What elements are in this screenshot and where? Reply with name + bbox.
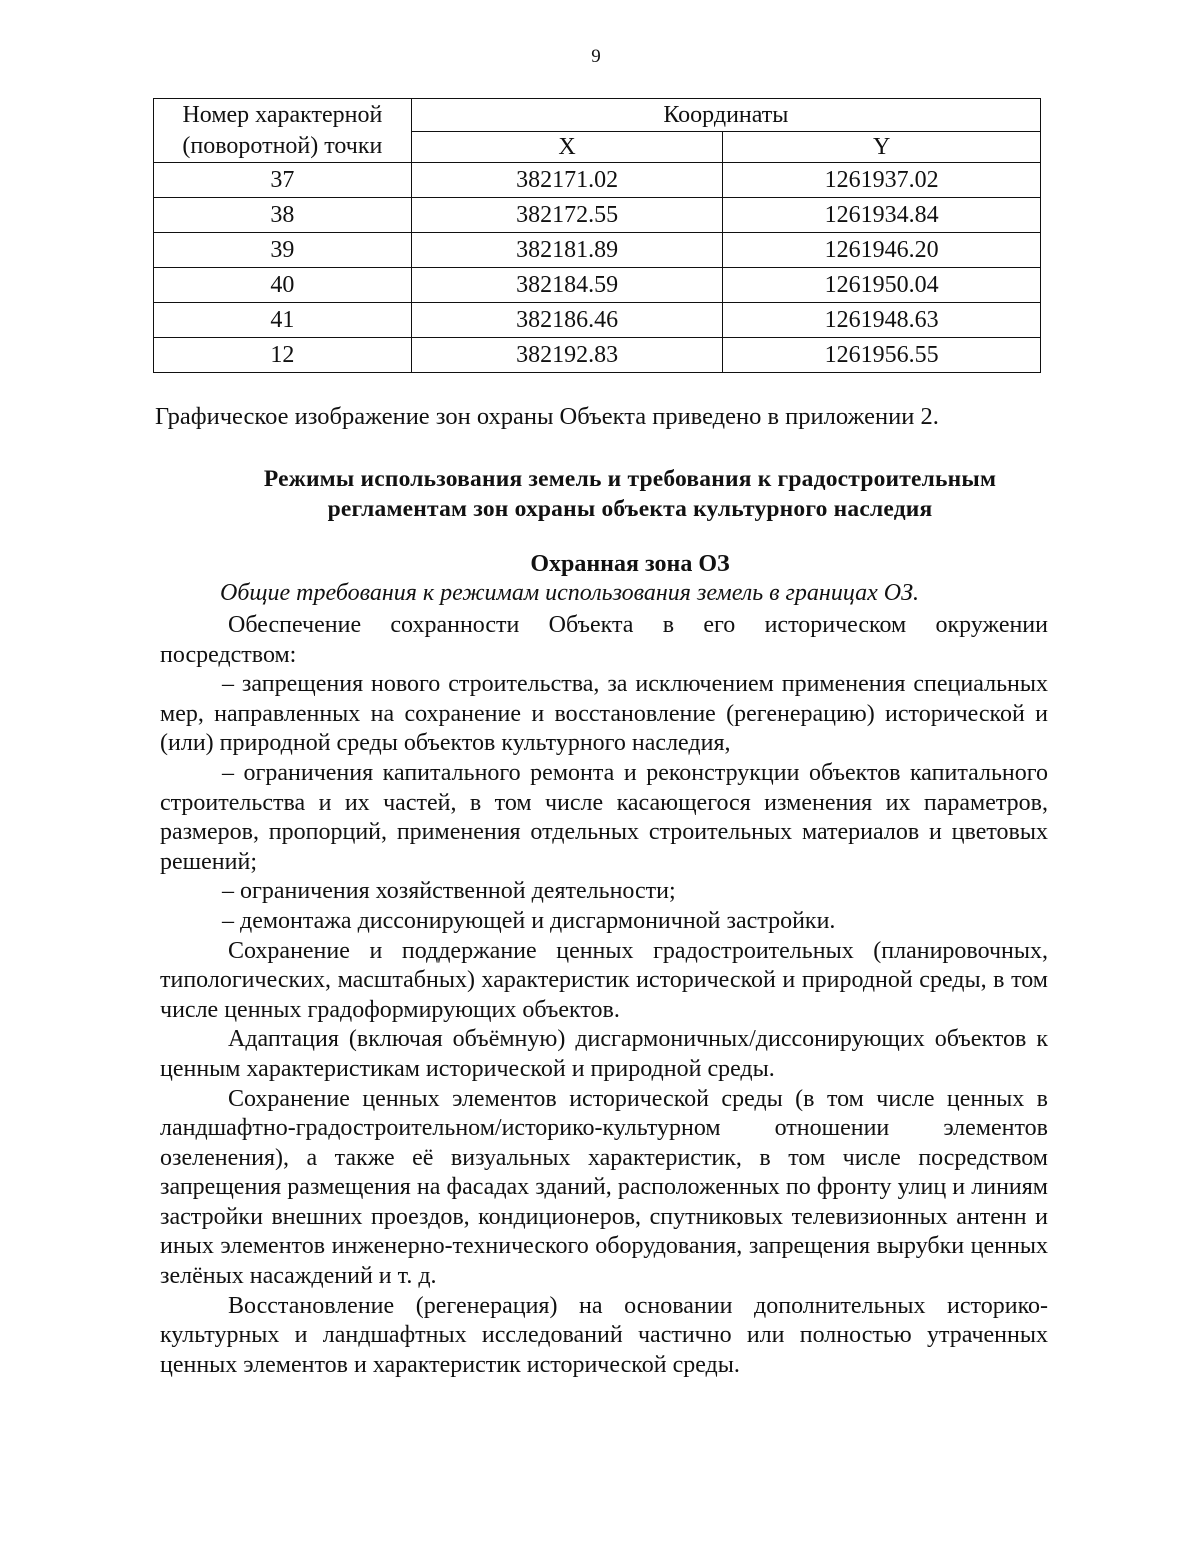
section-title (150, 464, 1110, 524)
paragraph: Сохранение ценных элементов исторической среды (в том числе ценных в ландшафтно-градостроительном/историко-культурном отношении элементов озеленения), а также её визуальных характеристик, в том числе посредством запрещения размещения на фасадах зданий, расположенных по фронту улиц и линиям застройки внешних проездов, кондиционеров, спутниковых телевизионных антенн и иных элементов инженерно-технического оборудования, запрещения вырубки ценных зелёных насаждений и т. д. (160, 1085, 1048, 1290)
table-row (154, 303, 1041, 338)
bullet-paragraph: – демонтажа диссонирующей и дисгармоничной застройки. (222, 907, 836, 934)
header-point-number-line1: Номер характерной (182, 101, 383, 128)
table-row (154, 163, 1041, 198)
point-number-cell: 37 (154, 163, 412, 198)
x-cell: 382184.59 (411, 268, 723, 303)
paragraph: Обеспечение сохранности Объекта в его историческом окружении посредством: (160, 612, 1048, 668)
y-cell: 1261950.04 (723, 268, 1041, 303)
x-cell: 382192.83 (411, 338, 723, 373)
paragraph: Сохранение и поддержание ценных градостроительных (планировочных, типологических, масштабных) характеристик исторической и природной среды, в том числе ценных градоформирующих объектов. (160, 937, 1048, 1023)
page-number: 9 (591, 46, 601, 67)
y-cell: 1261934.84 (723, 198, 1041, 233)
table-row (154, 268, 1041, 303)
y-cell: 1261948.63 (723, 303, 1041, 338)
header-point-number-line2: (поворотной) точки (182, 132, 383, 159)
y-cell: 1261946.20 (723, 233, 1041, 268)
x-cell: 382186.46 (411, 303, 723, 338)
section-title-line1: Режимы использования земель и требования к градостроительным (263, 466, 997, 492)
point-number-cell: 12 (154, 338, 412, 373)
x-cell: 382171.02 (411, 163, 723, 198)
header-x: X (411, 132, 723, 163)
appendix-caption: Графическое изображение зон охраны Объекта приведено в приложении 2. (155, 403, 939, 430)
coordinates-table (153, 98, 1041, 373)
table-row (154, 338, 1041, 373)
zone-title: Охранная зона ОЗ (530, 551, 730, 577)
point-number-cell: 38 (154, 198, 412, 233)
body-text (160, 611, 1048, 1380)
bullet-paragraph: – ограничения хозяйственной деятельности; (222, 878, 676, 905)
y-cell: 1261937.02 (723, 163, 1041, 198)
header-point-number (154, 99, 412, 163)
bullet-paragraph: – ограничения капитального ремонта и реконструкции объектов капитального строительства и их частей, в том числе касающегося изменения их параметров, размеров, пропорций, применения отдельных строительных материалов и цветовых решений; (160, 759, 1048, 875)
point-number-cell: 41 (154, 303, 412, 338)
x-cell: 382181.89 (411, 233, 723, 268)
table-row (154, 198, 1041, 233)
x-cell: 382172.55 (411, 198, 723, 233)
section-title-line2: регламентам зон охраны объекта культурного наследия (327, 496, 933, 522)
y-cell: 1261956.55 (723, 338, 1041, 373)
zone-subtitle: Общие требования к режимам использования земель в границах ОЗ. (220, 580, 919, 606)
header-coordinates: Координаты (411, 99, 1040, 132)
paragraph: Адаптация (включая объёмную) дисгармоничных/диссонирующих объектов к ценным характеристикам исторической и природной среды. (160, 1026, 1048, 1082)
paragraph: Восстановление (регенерация) на основании дополнительных историко-культурных и ландшафтных исследований частично или полностью утраченных ценных элементов и характеристик исторической среды. (160, 1292, 1048, 1378)
bullet-paragraph: – запрещения нового строительства, за исключением применения специальных мер, направленных на сохранение и восстановление (регенерацию) исторической и (или) природной среды объектов культурного наследия, (160, 671, 1048, 757)
point-number-cell: 39 (154, 233, 412, 268)
table-row (154, 233, 1041, 268)
header-y: Y (723, 132, 1041, 163)
point-number-cell: 40 (154, 268, 412, 303)
table-header-row (154, 99, 1041, 132)
